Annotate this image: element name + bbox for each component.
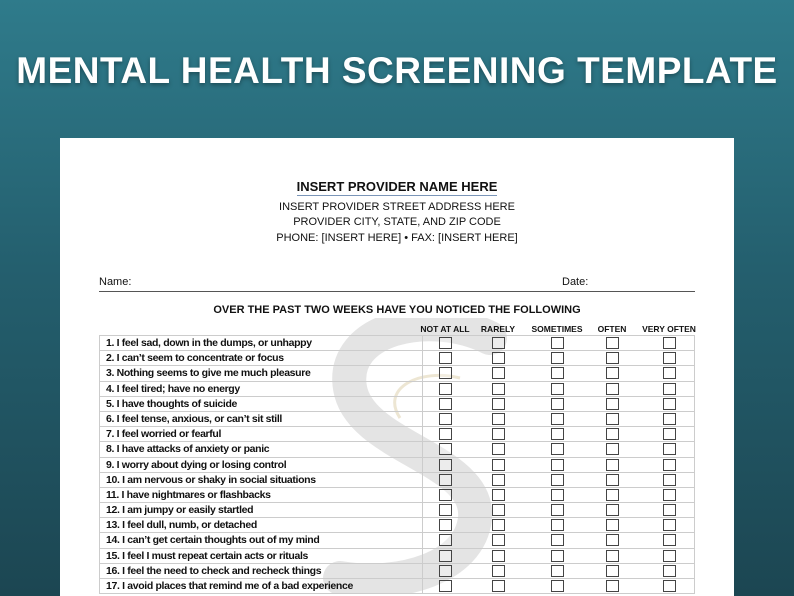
question-text: 12. I am jumpy or easily startled xyxy=(106,504,254,517)
column-divider xyxy=(422,412,423,426)
answer-checkbox[interactable] xyxy=(606,428,619,440)
question-row xyxy=(99,397,695,412)
answer-checkbox[interactable] xyxy=(551,489,564,501)
answer-checkbox[interactable] xyxy=(551,413,564,425)
answer-checkbox[interactable] xyxy=(439,367,452,379)
question-row xyxy=(99,382,695,397)
answer-checkbox[interactable] xyxy=(551,383,564,395)
answer-checkbox[interactable] xyxy=(551,428,564,440)
question-text: 10. I am nervous or shaky in social situations xyxy=(106,473,316,486)
answer-checkbox[interactable] xyxy=(606,504,619,516)
column-divider xyxy=(422,351,423,365)
answer-checkbox[interactable] xyxy=(606,519,619,531)
answer-checkbox[interactable] xyxy=(492,489,505,501)
question-row xyxy=(99,473,695,488)
answer-checkbox[interactable] xyxy=(439,383,452,395)
answer-checkbox[interactable] xyxy=(606,367,619,379)
column-divider xyxy=(422,427,423,441)
answer-checkbox[interactable] xyxy=(439,398,452,410)
answer-checkbox[interactable] xyxy=(439,413,452,425)
answer-checkbox[interactable] xyxy=(439,580,452,592)
answer-checkbox[interactable] xyxy=(551,398,564,410)
answer-checkbox[interactable] xyxy=(663,367,676,379)
answer-checkbox[interactable] xyxy=(663,550,676,562)
answer-checkbox[interactable] xyxy=(492,550,505,562)
answer-checkbox[interactable] xyxy=(492,443,505,455)
answer-checkbox[interactable] xyxy=(663,428,676,440)
column-header: VERY OFTEN xyxy=(642,324,696,334)
answer-checkbox[interactable] xyxy=(551,580,564,592)
question-row xyxy=(99,549,695,564)
answer-checkbox[interactable] xyxy=(663,383,676,395)
provider-address: INSERT PROVIDER STREET ADDRESS HERE xyxy=(279,201,515,213)
answer-checkbox[interactable] xyxy=(606,443,619,455)
screening-form xyxy=(60,138,734,596)
question-text: 1. I feel sad, down in the dumps, or unhappy xyxy=(106,337,312,349)
answer-checkbox[interactable] xyxy=(492,413,505,425)
column-divider xyxy=(422,458,423,472)
answer-checkbox[interactable] xyxy=(492,367,505,379)
answer-checkbox[interactable] xyxy=(663,534,676,546)
column-header: SOMETIMES xyxy=(531,324,583,334)
column-header: NOT AT ALL xyxy=(420,324,470,334)
question-text: 5. I have thoughts of suicide xyxy=(106,397,238,410)
column-divider xyxy=(422,518,423,532)
column-divider xyxy=(422,533,423,547)
questions-table xyxy=(99,335,695,594)
answer-checkbox[interactable] xyxy=(606,383,619,395)
answer-checkbox[interactable] xyxy=(663,519,676,531)
answer-checkbox[interactable] xyxy=(492,352,505,364)
name-date-field[interactable] xyxy=(99,276,695,292)
provider-contact: PHONE: [INSERT HERE] • FAX: [INSERT HERE] xyxy=(276,232,518,244)
answer-checkbox[interactable] xyxy=(606,580,619,592)
column-divider xyxy=(422,336,423,350)
answer-checkbox[interactable] xyxy=(492,398,505,410)
question-text: 14. I can’t get certain thoughts out of my mind xyxy=(106,534,320,547)
question-row xyxy=(99,533,695,548)
question-text: 6. I feel tense, anxious, or can’t sit still xyxy=(106,412,282,425)
answer-checkbox[interactable] xyxy=(492,534,505,546)
question-row xyxy=(99,518,695,533)
date-label: Date: xyxy=(562,276,589,288)
answer-checkbox[interactable] xyxy=(551,443,564,455)
banner-title: MENTAL HEALTH SCREENING TEMPLATE xyxy=(16,50,778,91)
question-row xyxy=(99,336,695,351)
answer-checkbox[interactable] xyxy=(663,398,676,410)
answer-checkbox[interactable] xyxy=(606,565,619,577)
answer-checkbox[interactable] xyxy=(551,474,564,486)
question-row xyxy=(99,427,695,442)
provider-city: PROVIDER CITY, STATE, AND ZIP CODE xyxy=(293,216,501,228)
answer-checkbox[interactable] xyxy=(663,580,676,592)
answer-checkbox[interactable] xyxy=(663,352,676,364)
column-divider xyxy=(422,382,423,396)
answer-checkbox[interactable] xyxy=(663,504,676,516)
answer-checkbox[interactable] xyxy=(492,428,505,440)
question-text: 16. I feel the need to check and recheck things xyxy=(106,564,322,577)
answer-checkbox[interactable] xyxy=(606,352,619,364)
question-row xyxy=(99,412,695,427)
question-text: 7. I feel worried or fearful xyxy=(106,428,222,441)
question-text: 15. I feel I must repeat certain acts or rituals xyxy=(106,549,309,562)
question-row xyxy=(99,564,695,579)
answer-checkbox[interactable] xyxy=(439,443,452,455)
column-divider xyxy=(422,564,423,578)
answer-checkbox[interactable] xyxy=(439,565,452,577)
answer-checkbox[interactable] xyxy=(606,550,619,562)
answer-checkbox[interactable] xyxy=(492,474,505,486)
column-divider xyxy=(422,366,423,380)
answer-checkbox[interactable] xyxy=(663,337,676,349)
answer-checkbox[interactable] xyxy=(439,489,452,501)
answer-checkbox[interactable] xyxy=(663,443,676,455)
answer-checkbox[interactable] xyxy=(492,519,505,531)
question-row xyxy=(99,351,695,366)
answer-checkbox[interactable] xyxy=(439,428,452,440)
question-text: 13. I feel dull, numb, or detached xyxy=(106,519,257,532)
answer-checkbox[interactable] xyxy=(551,519,564,531)
answer-checkbox[interactable] xyxy=(492,337,505,349)
answer-checkbox[interactable] xyxy=(492,459,505,471)
question-text: 17. I avoid places that remind me of a bad experience xyxy=(106,580,353,592)
answer-checkbox[interactable] xyxy=(439,534,452,546)
answer-checkbox[interactable] xyxy=(439,550,452,562)
name-label: Name: xyxy=(99,276,132,288)
answer-checkbox[interactable] xyxy=(439,459,452,471)
question-row xyxy=(99,458,695,473)
answer-checkbox[interactable] xyxy=(606,459,619,471)
answer-checkbox[interactable] xyxy=(439,337,452,349)
answer-checkbox[interactable] xyxy=(551,550,564,562)
answer-checkbox[interactable] xyxy=(551,534,564,546)
answer-checkbox[interactable] xyxy=(439,504,452,516)
answer-checkbox[interactable] xyxy=(663,413,676,425)
question-row xyxy=(99,442,695,457)
answer-checkbox[interactable] xyxy=(606,534,619,546)
answer-checkbox[interactable] xyxy=(551,367,564,379)
column-divider xyxy=(422,549,423,563)
answer-checkbox[interactable] xyxy=(492,504,505,516)
answer-checkbox[interactable] xyxy=(606,413,619,425)
column-divider xyxy=(422,473,423,487)
section-heading: OVER THE PAST TWO WEEKS HAVE YOU NOTICED THE FOLLOWING xyxy=(213,304,581,316)
answer-checkbox[interactable] xyxy=(439,519,452,531)
answer-checkbox[interactable] xyxy=(663,459,676,471)
answer-checkbox[interactable] xyxy=(606,337,619,349)
answer-checkbox[interactable] xyxy=(439,474,452,486)
column-divider xyxy=(422,397,423,411)
answer-checkbox[interactable] xyxy=(606,398,619,410)
question-text: 9. I worry about dying or losing control xyxy=(106,458,287,471)
question-text: 4. I feel tired; have no energy xyxy=(106,382,240,395)
answer-checkbox[interactable] xyxy=(492,565,505,577)
answer-checkbox[interactable] xyxy=(606,474,619,486)
answer-checkbox[interactable] xyxy=(606,489,619,501)
answer-checkbox[interactable] xyxy=(663,565,676,577)
question-row xyxy=(99,488,695,503)
answer-checkbox[interactable] xyxy=(551,352,564,364)
question-row xyxy=(99,579,695,594)
column-header: OFTEN xyxy=(597,324,627,334)
answer-checkbox[interactable] xyxy=(551,337,564,349)
column-divider xyxy=(422,503,423,517)
answer-checkbox[interactable] xyxy=(551,459,564,471)
provider-name xyxy=(60,179,734,194)
answer-checkbox[interactable] xyxy=(663,474,676,486)
question-text: 3. Nothing seems to give me much pleasure xyxy=(106,367,311,380)
answer-checkbox[interactable] xyxy=(492,383,505,395)
answer-checkbox[interactable] xyxy=(492,580,505,592)
answer-checkbox[interactable] xyxy=(663,489,676,501)
question-row xyxy=(99,366,695,381)
answer-checkbox[interactable] xyxy=(551,565,564,577)
answer-checkbox[interactable] xyxy=(439,352,452,364)
question-text: 8. I have attacks of anxiety or panic xyxy=(106,443,270,456)
column-divider xyxy=(422,579,423,593)
column-divider xyxy=(422,442,423,456)
answer-checkbox[interactable] xyxy=(551,504,564,516)
question-row xyxy=(99,503,695,518)
question-text: 2. I can’t seem to concentrate or focus xyxy=(106,352,284,365)
provider-name-text: INSERT PROVIDER NAME HERE xyxy=(296,179,498,194)
question-text: 11. I have nightmares or flashbacks xyxy=(106,488,271,501)
column-header: RARELY xyxy=(480,324,516,334)
column-divider xyxy=(422,488,423,502)
